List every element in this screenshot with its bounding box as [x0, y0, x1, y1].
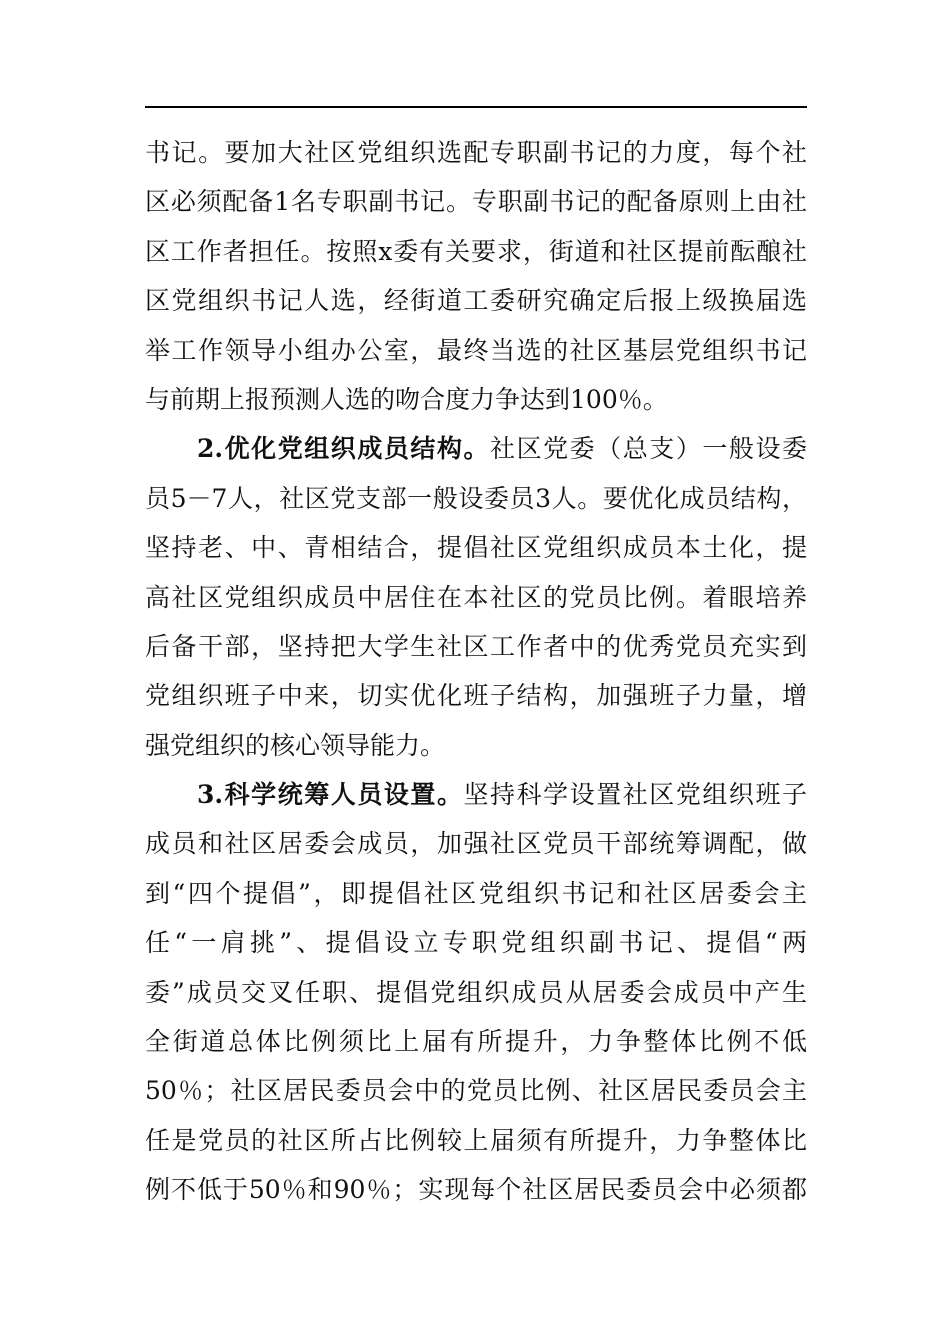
- text-line: 员5－7人，社区党支部一般设委员3人。要优化成员结构，: [145, 483, 807, 513]
- body-text: [145, 128, 807, 1215]
- text-line: 举工作领导小组办公室，最终当选的社区基层党组织书记: [145, 335, 807, 365]
- text-line: 任“一肩挑”、提倡设立专职党组织副书记、提倡“两: [145, 928, 807, 958]
- text-line: 强党组织的核心领导能力。: [145, 730, 446, 760]
- paragraph-1: [145, 128, 807, 424]
- text-line: 任是党员的社区所占比例较上届须有所提升，力争整体比: [145, 1125, 807, 1155]
- paragraph-heading: 3.科学统筹人员设置。: [197, 780, 464, 810]
- text-line: 后备干部，坚持把大学生社区工作者中的优秀党员充实到: [145, 631, 807, 661]
- text-line: 委”成员交叉任职、提倡党组织成员从居委会成员中产生: [145, 977, 807, 1007]
- text-line: 全街道总体比例须比上届有所提升，力争整体比例不低: [145, 1027, 807, 1057]
- paragraph-3: [145, 770, 807, 1215]
- text-line: [145, 770, 807, 819]
- text-line: 区党组织书记人选，经街道工委研究确定后报上级换届选: [145, 286, 807, 316]
- paragraph-heading: 2.优化党组织成员结构。: [197, 434, 491, 464]
- text-line: 50％；社区居民委员会中的党员比例、社区居民委员会主: [145, 1076, 807, 1106]
- text-line: 例不低于50％和90％；实现每个社区居民委员会中必须都: [145, 1175, 807, 1205]
- text-run: 社区党委（总支）一般设委: [490, 434, 807, 464]
- text-run: 坚持科学设置社区党组织班子: [463, 780, 807, 810]
- text-line: 区必须配备1名专职副书记。专职副书记的配备原则上由社: [145, 187, 807, 217]
- text-line: [145, 424, 807, 473]
- text-line: 到“四个提倡”，即提倡社区党组织书记和社区居委会主: [145, 878, 807, 908]
- paragraph-2: [145, 424, 807, 770]
- text-line: 成员和社区居委会成员，加强社区党员干部统筹调配，做: [145, 829, 807, 859]
- text-line: 党组织班子中来，切实优化班子结构，加强班子力量，增: [145, 681, 807, 711]
- header-rule: [145, 106, 807, 108]
- text-line: 坚持老、中、青相结合，提倡社区党组织成员本土化，提: [145, 533, 807, 563]
- text-line: 与前期上报预测人选的吻合度力争达到100％。: [145, 384, 668, 414]
- text-line: 区工作者担任。按照x委有关要求，街道和社区提前酝酿社: [145, 236, 807, 266]
- text-line: 书记。要加大社区党组织选配专职副书记的力度，每个社: [145, 138, 807, 167]
- text-line: 高社区党组织成员中居住在本社区的党员比例。着眼培养: [145, 582, 807, 612]
